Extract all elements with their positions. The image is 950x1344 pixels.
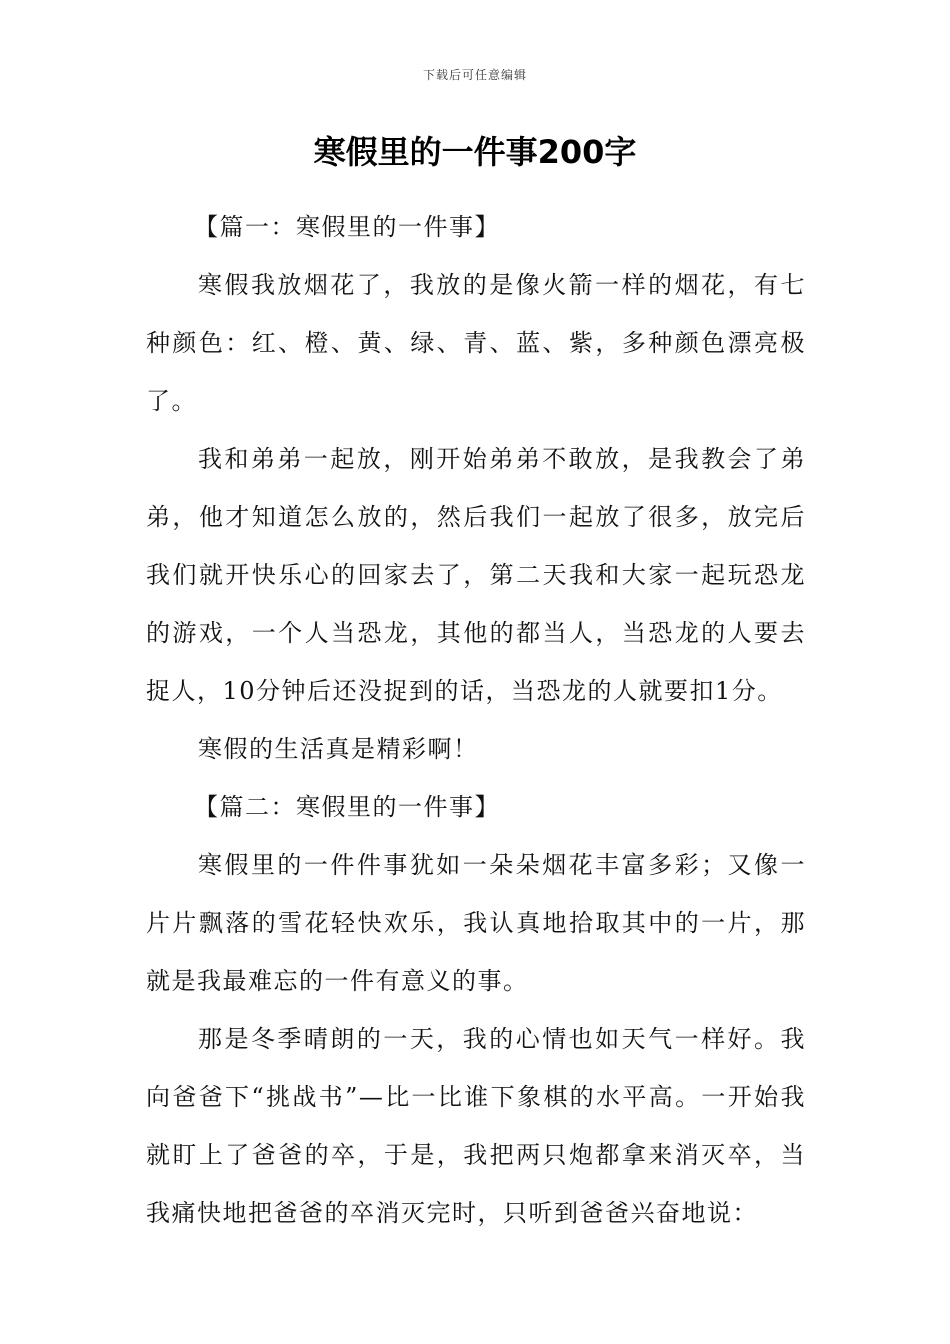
paragraph: 那是冬季晴朗的一天，我的心情也如天气一样好。我向爸爸下“挑战书”—比一比谁下象棋的水平高。一开始我就盯上了爸爸的卒，于是，我把两只炮都拿来消灭卒，当我痛快地把爸爸的卒消灭完时，只听到爸爸兴奋地说： — [146, 1025, 806, 1227]
section-heading: 【篇二：寒假里的一件事】 — [194, 793, 500, 821]
document-title: 寒假里的一件事200字 — [313, 133, 637, 171]
document-body — [146, 198, 806, 1242]
section-heading: 【篇一：寒假里的一件事】 — [194, 213, 500, 241]
paragraph: 寒假的生活真是精彩啊！ — [198, 735, 479, 763]
paragraph: 寒假我放烟花了，我放的是像火箭一样的烟花，有七种颜色：红、橙、黄、绿、青、蓝、紫，多种颜色漂亮极了。 — [146, 271, 806, 415]
header-note: 下载后可任意编辑 — [422, 68, 527, 82]
paragraph: 我和弟弟一起放，刚开始弟弟不敢放，是我教会了弟弟，他才知道怎么放的，然后我们一起放了很多，放完后我们就开快乐心的回家去了，第二天我和大家一起玩恐龙的游戏，一个人当恐龙，其他的都当人，当恐龙的人要去捉人，10分钟后还没捉到的话，当恐龙的人就要扣1分。 — [146, 445, 806, 705]
paragraph: 寒假里的一件件事犹如一朵朵烟花丰富多彩；又像一片片飘落的雪花轻快欢乐，我认真地拾取其中的一片，那就是我最难忘的一件有意义的事。 — [146, 851, 806, 995]
